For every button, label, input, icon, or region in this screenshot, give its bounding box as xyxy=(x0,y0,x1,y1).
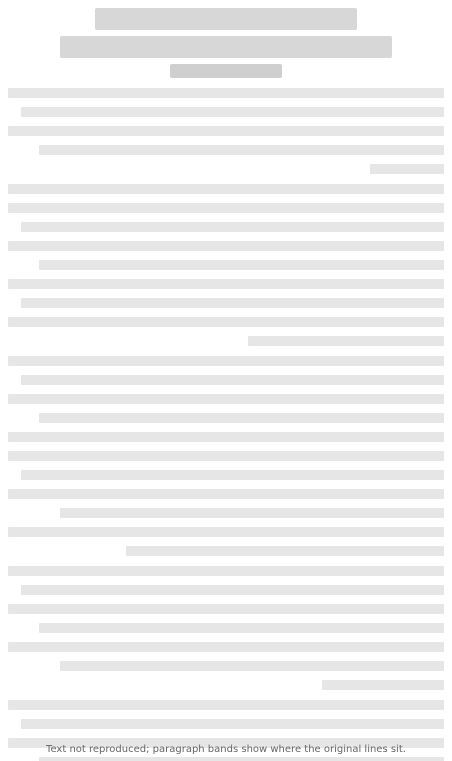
paragraph-line xyxy=(8,489,444,499)
paragraph-line xyxy=(8,88,444,98)
paragraph-4 xyxy=(8,566,444,690)
paragraph-1 xyxy=(8,88,444,174)
paragraph-line xyxy=(8,317,444,327)
paragraph-line xyxy=(60,508,444,518)
paragraph-line xyxy=(39,623,444,633)
paragraph-line xyxy=(126,546,444,556)
paragraph-line xyxy=(8,394,444,404)
paragraph-line xyxy=(21,719,444,729)
title-block xyxy=(8,8,444,78)
paragraph-line xyxy=(8,432,444,442)
paragraph-line xyxy=(8,184,444,194)
paragraph-line xyxy=(8,451,444,461)
paragraph-line xyxy=(39,413,444,423)
paragraph-line xyxy=(8,566,444,576)
paragraph-line xyxy=(8,126,444,136)
paragraph-line xyxy=(39,145,444,155)
paragraph-line xyxy=(39,757,444,761)
paragraph-line xyxy=(8,642,444,652)
paragraph-line xyxy=(8,527,444,537)
paragraph-line xyxy=(8,700,444,710)
paragraph-line xyxy=(248,336,444,346)
paragraph-line xyxy=(21,470,444,480)
paragraph-line xyxy=(60,661,444,671)
paragraph-line xyxy=(21,107,444,117)
paragraph-line xyxy=(8,279,444,289)
paragraph-line xyxy=(370,164,444,174)
paragraph-line xyxy=(21,375,444,385)
headline-line-1 xyxy=(95,8,357,30)
headline-line-2 xyxy=(60,36,392,58)
paragraph-line xyxy=(8,356,444,366)
paragraph-line xyxy=(322,680,444,690)
paragraph-line xyxy=(39,260,444,270)
paragraph-line xyxy=(21,222,444,232)
paragraph-line xyxy=(8,241,444,251)
paragraph-2 xyxy=(8,184,444,346)
paragraph-line xyxy=(8,604,444,614)
paragraph-line xyxy=(8,203,444,213)
byline xyxy=(170,64,282,78)
transcription-note: Text not reproduced; paragraph bands show where the original lines sit. xyxy=(46,744,406,755)
paragraph-line xyxy=(21,585,444,595)
paragraph-line xyxy=(21,298,444,308)
paragraph-3 xyxy=(8,356,444,556)
